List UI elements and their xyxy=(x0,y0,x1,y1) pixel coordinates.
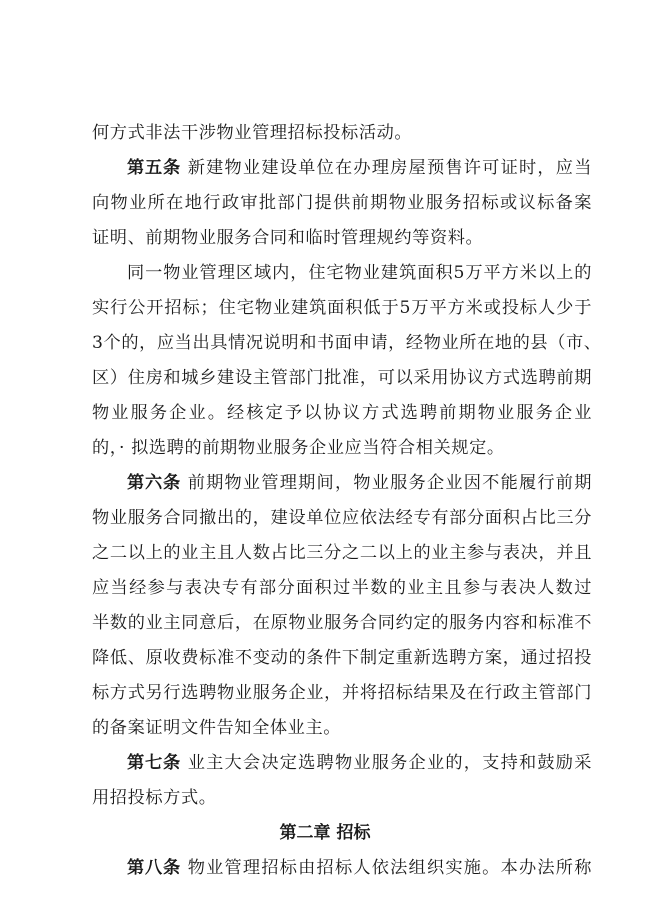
text-line xyxy=(92,123,592,145)
text-span: 向物业所在地行政审批部门提供前期物业服务招标或议标备案 xyxy=(92,193,592,213)
text-line xyxy=(92,438,592,460)
text-span: 半数的业主同意后，在原物业服务合同约定的服务内容和标准不 xyxy=(92,613,592,633)
article-5-line-1 xyxy=(127,158,592,180)
text-span: 何方式非法干涉物业管理招标投标活动。 xyxy=(92,123,413,143)
article-8-line-1 xyxy=(127,858,592,880)
article-label: 第八条 xyxy=(127,858,182,878)
text-line xyxy=(92,788,592,810)
text-span: 区）住房和城乡建设主管部门批准，可以采用协议方式选聘前期 xyxy=(92,368,592,388)
text-line xyxy=(92,718,592,740)
text-span: 的，· 拟选聘的前期物业服务企业应当符合相关规定。 xyxy=(92,438,505,458)
text-line xyxy=(92,228,592,250)
text-span: 物业服务合同撤出的，建设单位应依法经专有部分面积占比三分 xyxy=(92,508,592,528)
text-span: 标方式另行选聘物业服务企业，并将招标结果及在行政主管部门 xyxy=(92,683,592,703)
text-line xyxy=(92,543,592,565)
text-line xyxy=(92,368,592,390)
text-span: 降低、原收费标准不变动的条件下制定重新选聘方案，通过招投 xyxy=(92,648,592,668)
chapter-heading: 第二章 招标 xyxy=(279,823,371,843)
text-line xyxy=(92,578,592,600)
text-span: 同一物业管理区域内，住宅物业建筑面积5万平方米以上的 xyxy=(127,263,592,283)
text-line xyxy=(92,298,592,320)
article-7-line-1 xyxy=(127,753,592,775)
text-span: 新建物业建设单位在办理房屋预售许可证时，应当 xyxy=(187,158,592,178)
text-span: 物业管理招标由招标人依法组织实施。本办法所称 xyxy=(187,858,592,878)
text-span: 实行公开招标；住宅物业建筑面积低于5万平方米或投标人少于 xyxy=(92,298,592,318)
text-span: 的备案证明文件告知全体业主。 xyxy=(92,718,342,738)
text-line xyxy=(92,648,592,670)
text-line xyxy=(92,613,592,635)
text-span: 用招投标方式。 xyxy=(92,788,217,808)
article-label: 第六条 xyxy=(127,473,182,493)
text-span: 证明、前期物业服务合同和临时管理规约等资料。 xyxy=(92,228,484,248)
text-line xyxy=(92,333,602,355)
text-span: 之二以上的业主且人数占比三分之二以上的业主参与表决，并且 xyxy=(92,543,592,563)
text-span: 应当经参与表决专有部分面积过半数的业主且参与表决人数过 xyxy=(92,578,592,598)
article-label: 第五条 xyxy=(127,158,182,178)
article-6-line-1 xyxy=(127,473,592,495)
text-span: 业主大会决定选聘物业服务企业的，支持和鼓励采 xyxy=(187,753,592,773)
text-span: 前期物业管理期间，物业服务企业因不能履行前期 xyxy=(187,473,592,493)
article-label: 第七条 xyxy=(127,753,182,773)
text-line xyxy=(92,508,592,530)
text-span: 物业服务企业。经核定予以协议方式选聘前期物业服务企业 xyxy=(92,403,592,423)
text-line xyxy=(92,193,592,215)
text-line xyxy=(92,683,592,705)
text-line xyxy=(127,263,592,285)
text-line xyxy=(92,403,592,425)
text-span: 3个的，应当出具情况说明和书面申请，经物业所在地的县（市、 xyxy=(92,333,602,353)
